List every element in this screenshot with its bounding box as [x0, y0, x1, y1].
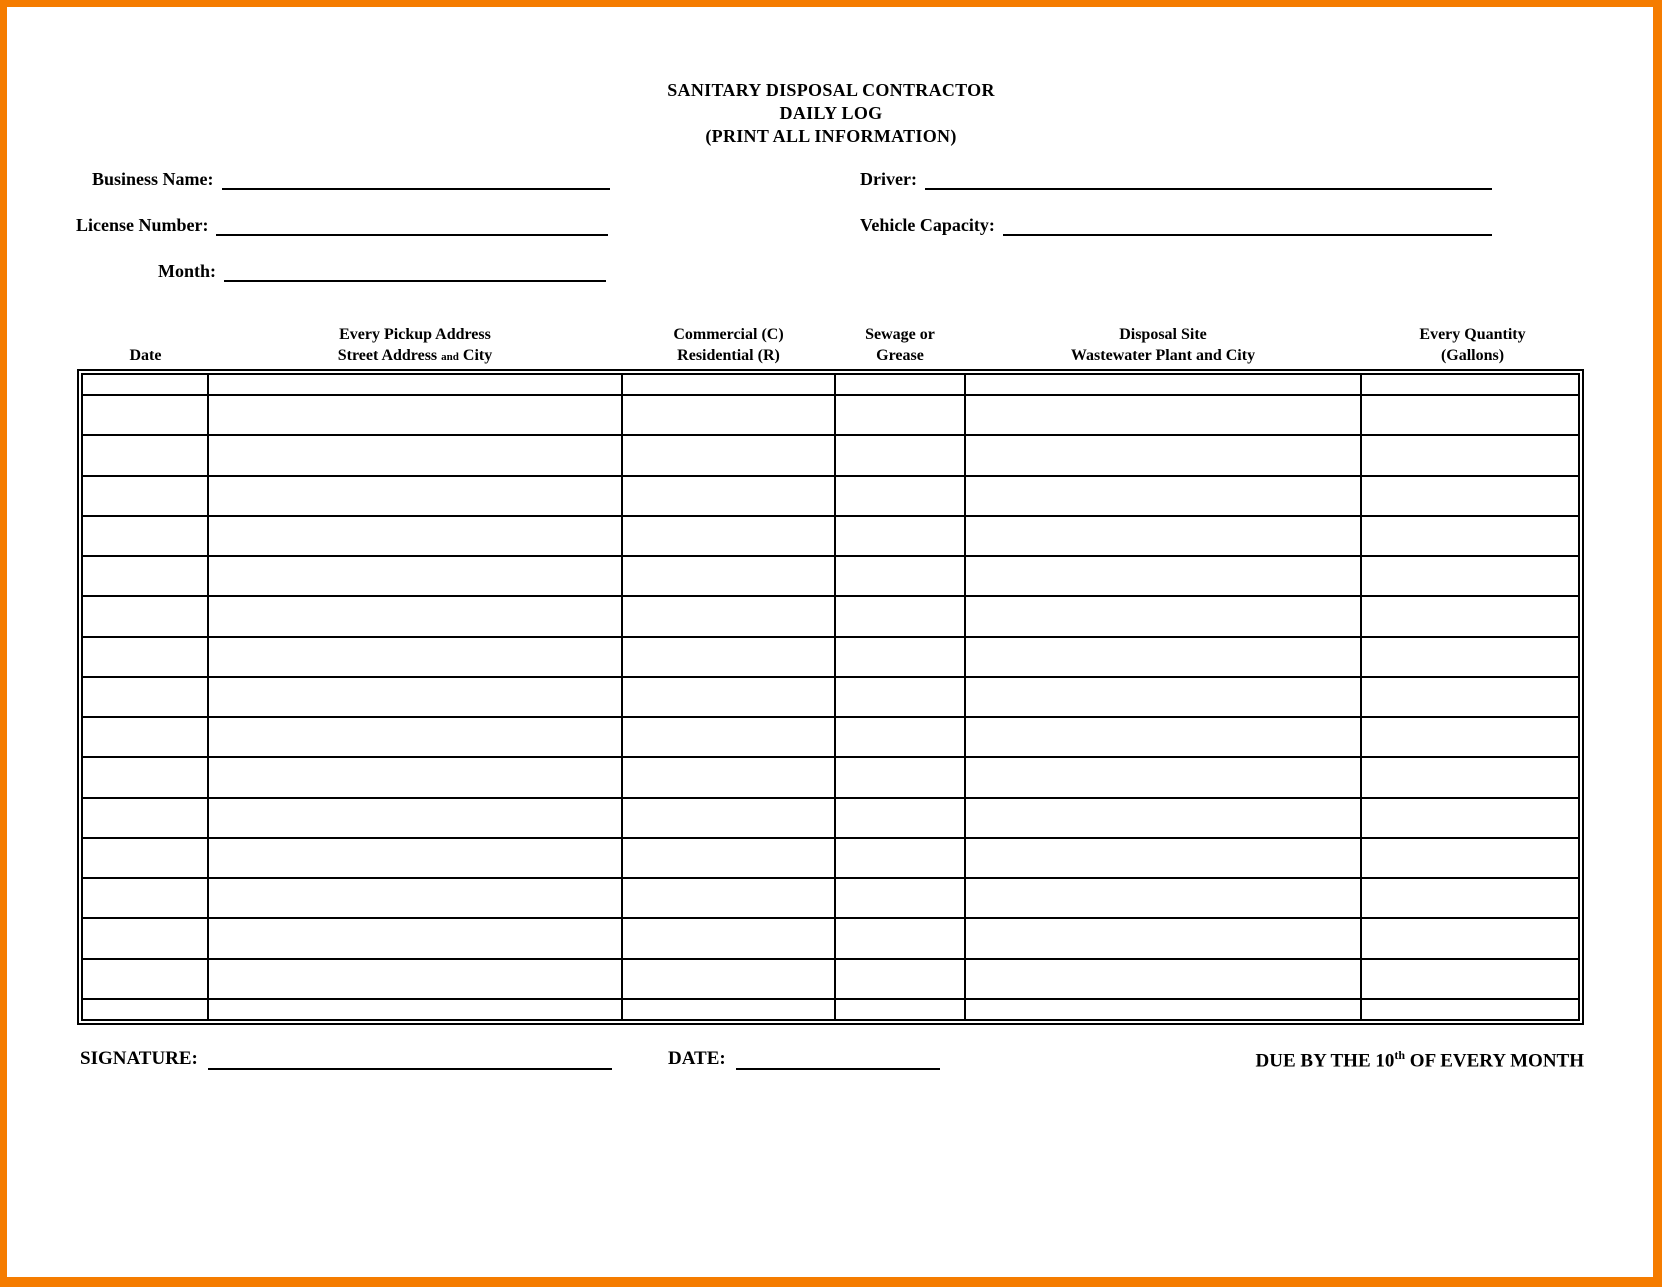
table-cell-commercial-residential[interactable] — [622, 637, 835, 677]
table-row — [83, 918, 1578, 958]
table-cell-quantity[interactable] — [1361, 999, 1578, 1019]
table-row — [83, 798, 1578, 838]
table-cell-pickup-address[interactable] — [208, 959, 622, 999]
table-cell-pickup-address[interactable] — [208, 757, 622, 797]
business-name-label: Business Name: — [92, 169, 214, 189]
table-row — [83, 596, 1578, 636]
table-cell-disposal-site[interactable] — [965, 757, 1361, 797]
table-cell-quantity[interactable] — [1361, 556, 1578, 596]
table-cell-sewage-grease[interactable] — [835, 516, 965, 556]
table-row — [83, 959, 1578, 999]
table-cell-disposal-site[interactable] — [965, 677, 1361, 717]
table-cell-disposal-site[interactable] — [965, 959, 1361, 999]
table-cell-date[interactable] — [83, 918, 208, 958]
table-cell-sewage-grease[interactable] — [835, 959, 965, 999]
table-cell-pickup-address[interactable] — [208, 918, 622, 958]
table-cell-pickup-address[interactable] — [208, 435, 622, 475]
table-row — [83, 395, 1578, 435]
table-cell-quantity[interactable] — [1361, 918, 1578, 958]
table-row — [83, 637, 1578, 677]
table-cell-commercial-residential[interactable] — [622, 757, 835, 797]
column-header-disposal-site: Disposal Site Wastewater Plant and City — [1070, 326, 1256, 364]
table-cell-pickup-address[interactable] — [208, 476, 622, 516]
daily-log-table — [77, 369, 1584, 1025]
table-cell-quantity[interactable] — [1361, 717, 1578, 757]
table-cell-pickup-address[interactable] — [208, 798, 622, 838]
table-cell-commercial-residential[interactable] — [622, 596, 835, 636]
due-by-notice: DUE BY THE 10th OF EVERY MONTH — [1255, 1048, 1584, 1072]
table-cell-commercial-residential[interactable] — [622, 999, 835, 1019]
table-cell-commercial-residential[interactable] — [622, 556, 835, 596]
table-cell-date[interactable] — [83, 999, 208, 1019]
table-cell-disposal-site[interactable] — [965, 476, 1361, 516]
table-cell-commercial-residential[interactable] — [622, 717, 835, 757]
month-label: Month: — [158, 261, 216, 281]
table-row — [83, 878, 1578, 918]
driver-field — [860, 168, 1492, 190]
table-cell-commercial-residential[interactable] — [622, 838, 835, 878]
table-cell-disposal-site[interactable] — [965, 435, 1361, 475]
table-cell-commercial-residential[interactable] — [622, 516, 835, 556]
table-cell-commercial-residential[interactable] — [622, 878, 835, 918]
column-header-pickup-line1: Every Pickup Address — [339, 326, 491, 343]
table-row — [83, 838, 1578, 878]
table-cell-sewage-grease[interactable] — [835, 999, 965, 1019]
table-cell-quantity[interactable] — [1361, 959, 1578, 999]
column-header-pickup-address — [208, 324, 622, 366]
column-header-pickup-line2: Street Address and City — [337, 347, 493, 364]
column-header-quantity: Every Quantity (Gallons) — [1419, 326, 1526, 364]
table-cell-quantity[interactable] — [1361, 757, 1578, 797]
table-cell-pickup-address[interactable] — [208, 677, 622, 717]
driver-label: Driver: — [860, 169, 917, 189]
signature-label: SIGNATURE: — [80, 1048, 198, 1069]
table-cell-pickup-address[interactable] — [208, 838, 622, 878]
signature-input-line[interactable] — [208, 1048, 612, 1070]
table-cell-disposal-site[interactable] — [965, 838, 1361, 878]
table-cell-sewage-grease[interactable] — [835, 435, 965, 475]
log-grid — [83, 375, 1578, 1019]
table-row — [83, 556, 1578, 596]
table-cell-disposal-site[interactable] — [965, 596, 1361, 636]
table-cell-date[interactable] — [83, 838, 208, 878]
table-cell-disposal-site[interactable] — [965, 375, 1361, 395]
table-cell-disposal-site[interactable] — [965, 395, 1361, 435]
table-row — [83, 516, 1578, 556]
table-row — [83, 717, 1578, 757]
column-header-sewage-grease: Sewage or Grease — [865, 326, 935, 364]
table-row — [83, 999, 1578, 1019]
table-cell-disposal-site[interactable] — [965, 798, 1361, 838]
table-cell-commercial-residential[interactable] — [622, 435, 835, 475]
column-header-date-line2: Date — [129, 347, 162, 364]
table-cell-pickup-address[interactable] — [208, 717, 622, 757]
table-cell-quantity[interactable] — [1361, 435, 1578, 475]
table-cell-date[interactable] — [83, 556, 208, 596]
table-cell-quantity[interactable] — [1361, 838, 1578, 878]
table-cell-date[interactable] — [83, 959, 208, 999]
table-cell-quantity[interactable] — [1361, 596, 1578, 636]
table-cell-quantity[interactable] — [1361, 395, 1578, 435]
table-cell-sewage-grease[interactable] — [835, 757, 965, 797]
table-cell-date[interactable] — [83, 375, 208, 395]
table-cell-pickup-address[interactable] — [208, 516, 622, 556]
table-cell-date[interactable] — [83, 798, 208, 838]
table-row — [83, 476, 1578, 516]
table-cell-disposal-site[interactable] — [965, 999, 1361, 1019]
vehicle-capacity-label: Vehicle Capacity: — [860, 215, 995, 235]
table-cell-sewage-grease[interactable] — [835, 838, 965, 878]
table-cell-sewage-grease[interactable] — [835, 637, 965, 677]
month-field — [158, 260, 606, 282]
table-cell-disposal-site[interactable] — [965, 556, 1361, 596]
table-cell-pickup-address[interactable] — [208, 395, 622, 435]
date-input-line[interactable] — [736, 1048, 940, 1070]
table-cell-date[interactable] — [83, 435, 208, 475]
table-cell-sewage-grease[interactable] — [835, 395, 965, 435]
business-name-input-line[interactable] — [222, 168, 610, 190]
table-cell-sewage-grease[interactable] — [835, 596, 965, 636]
table-cell-sewage-grease[interactable] — [835, 375, 965, 395]
table-cell-commercial-residential[interactable] — [622, 798, 835, 838]
table-cell-date[interactable] — [83, 677, 208, 717]
log-table-body — [83, 375, 1578, 1019]
table-cell-date[interactable] — [83, 717, 208, 757]
table-cell-sewage-grease[interactable] — [835, 918, 965, 958]
date-field — [668, 1048, 940, 1070]
table-cell-pickup-address[interactable] — [208, 375, 622, 395]
table-cell-sewage-grease[interactable] — [835, 556, 965, 596]
page-title — [0, 79, 1662, 148]
table-cell-disposal-site[interactable] — [965, 637, 1361, 677]
table-cell-sewage-grease[interactable] — [835, 717, 965, 757]
business-name-field — [92, 168, 610, 190]
table-cell-date[interactable] — [83, 637, 208, 677]
table-cell-pickup-address[interactable] — [208, 999, 622, 1019]
table-cell-quantity[interactable] — [1361, 637, 1578, 677]
table-cell-date[interactable] — [83, 476, 208, 516]
table-cell-disposal-site[interactable] — [965, 516, 1361, 556]
table-cell-pickup-address[interactable] — [208, 637, 622, 677]
table-cell-date[interactable] — [83, 596, 208, 636]
table-row — [83, 435, 1578, 475]
table-cell-commercial-residential[interactable] — [622, 476, 835, 516]
date-label: DATE: — [668, 1048, 726, 1069]
due-by-superscript: th — [1394, 1048, 1406, 1062]
vehicle-capacity-field — [860, 214, 1492, 236]
table-cell-disposal-site[interactable] — [965, 717, 1361, 757]
table-cell-date[interactable] — [83, 757, 208, 797]
table-cell-quantity[interactable] — [1361, 878, 1578, 918]
column-header-date — [83, 345, 208, 366]
table-cell-commercial-residential[interactable] — [622, 677, 835, 717]
license-number-field — [76, 214, 608, 236]
table-row — [83, 375, 1578, 395]
table-row — [83, 757, 1578, 797]
table-cell-sewage-grease[interactable] — [835, 677, 965, 717]
driver-input-line[interactable] — [925, 168, 1492, 190]
signature-field — [80, 1048, 612, 1070]
license-number-input-line[interactable] — [216, 214, 608, 236]
table-cell-commercial-residential[interactable] — [622, 395, 835, 435]
table-cell-pickup-address[interactable] — [208, 596, 622, 636]
table-cell-quantity[interactable] — [1361, 516, 1578, 556]
month-input-line[interactable] — [224, 260, 606, 282]
table-cell-quantity[interactable] — [1361, 476, 1578, 516]
table-cell-pickup-address[interactable] — [208, 556, 622, 596]
table-cell-date[interactable] — [83, 395, 208, 435]
vehicle-capacity-input-line[interactable] — [1003, 214, 1492, 236]
table-cell-disposal-site[interactable] — [965, 878, 1361, 918]
table-cell-commercial-residential[interactable] — [622, 375, 835, 395]
license-number-label: License Number: — [76, 215, 209, 235]
table-row — [83, 677, 1578, 717]
table-cell-sewage-grease[interactable] — [835, 878, 965, 918]
table-cell-commercial-residential[interactable] — [622, 918, 835, 958]
title-line-3: (PRINT ALL INFORMATION) — [705, 126, 957, 146]
title-line-1: SANITARY DISPOSAL CONTRACTOR — [667, 80, 995, 100]
table-cell-quantity[interactable] — [1361, 375, 1578, 395]
table-cell-commercial-residential[interactable] — [622, 959, 835, 999]
table-cell-quantity[interactable] — [1361, 798, 1578, 838]
table-cell-pickup-address[interactable] — [208, 878, 622, 918]
table-column-headers — [83, 320, 1584, 368]
column-header-commercial-residential: Commercial (C) Residential (R) — [673, 326, 784, 364]
table-cell-quantity[interactable] — [1361, 677, 1578, 717]
table-cell-date[interactable] — [83, 878, 208, 918]
table-cell-sewage-grease[interactable] — [835, 476, 965, 516]
table-cell-date[interactable] — [83, 516, 208, 556]
table-cell-disposal-site[interactable] — [965, 918, 1361, 958]
title-line-2: DAILY LOG — [779, 103, 883, 123]
table-cell-sewage-grease[interactable] — [835, 798, 965, 838]
